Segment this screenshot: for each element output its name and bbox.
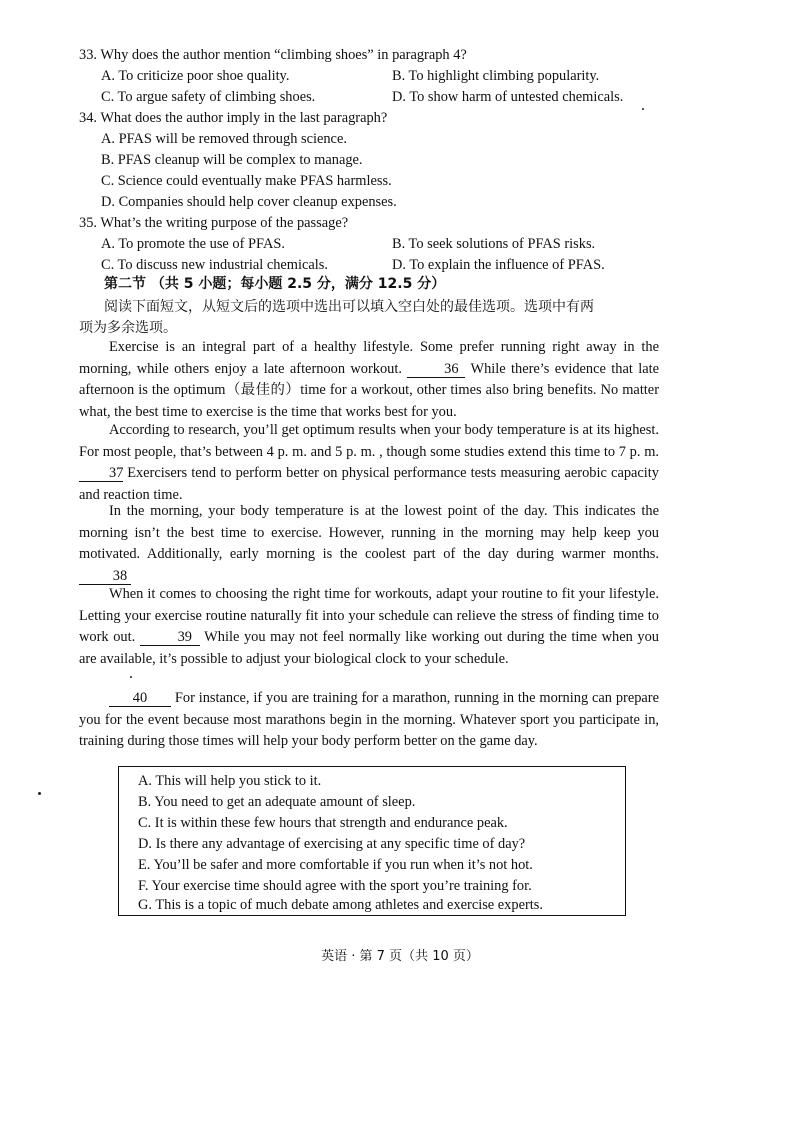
q34-option-b: B. PFAS cleanup will be complex to manage. (101, 152, 363, 168)
page-footer: 英语 · 第 7 页（共 10 页） (321, 949, 479, 964)
passage-text: Exercise is an integral part of a healthy lifestyle. Some prefer running right away in the morning, while others enjoy a late afternoon workout. (79, 339, 659, 377)
blank-40: 40 (109, 690, 171, 707)
passage-paragraph-3 (79, 501, 659, 587)
q35-option-c: C. To discuss new industrial chemicals. (101, 257, 328, 273)
section-instruction-line1: 阅读下面短文，从短文后的选项中选出可以填入空白处的最佳选项。选项中有两 (104, 299, 594, 315)
option-g: G. This is a topic of much debate among athletes and exercise experts. (138, 897, 543, 913)
q33-option-d: D. To show harm of untested chemicals. (392, 89, 624, 105)
option-c: C. It is within these few hours that strength and endurance peak. (138, 815, 508, 831)
q34-option-d: D. Companies should help cover cleanup expenses. (101, 194, 397, 210)
q33-option-b: B. To highlight climbing popularity. (392, 68, 600, 84)
passage-text: Exercisers tend to perform better on physical performance tests measuring aerobic capacity and reaction time. (79, 465, 659, 503)
passage-paragraph-4 (79, 584, 659, 670)
q35-option-d: D. To explain the influence of PFAS. (392, 257, 605, 273)
option-f: F. Your exercise time should agree with the sport you’re training for. (138, 878, 532, 894)
q33-stem: 33. Why does the author mention “climbing shoes” in paragraph 4? (79, 47, 467, 63)
passage-text: While there’s evidence that late afternoon is the optimum（最佳的）time for a workout, other times also bring benefits. No matter what, the best time to exercise is the time that works best for you. (79, 360, 659, 420)
q34-stem: 34. What does the author imply in the last paragraph? (79, 110, 388, 126)
passage-text: In the morning, your body temperature is at the lowest point of the day. This indicates the morning isn’t the best time to exercise. However, running in the morning may help keep you motivated. Additionally, early morning is the coolest part of the day during warmer months. (79, 503, 659, 562)
passage-text: For instance, if you are training for a marathon, running in the morning can prepare you for the event because most marathons begin in the morning. Whatever sport you participate in, training during those times will help your body perform better on the game day. (79, 690, 659, 749)
section-instruction-line2: 项为多余选项。 (79, 320, 177, 336)
scan-speck (38, 792, 41, 795)
q33-option-c: C. To argue safety of climbing shoes. (101, 89, 316, 105)
passage-paragraph-2 (79, 420, 659, 506)
passage-paragraph-5 (79, 688, 659, 753)
q35-stem: 35. What’s the writing purpose of the passage? (79, 215, 349, 231)
option-d: D. Is there any advantage of exercising at any specific time of day? (138, 836, 526, 852)
scan-speck (130, 676, 132, 678)
blank-38: 38 (79, 568, 131, 585)
blank-39: 39 (140, 629, 200, 646)
blank-36: 36 (407, 361, 465, 378)
option-a: A. This will help you stick to it. (138, 773, 322, 789)
q35-option-a: A. To promote the use of PFAS. (101, 236, 285, 252)
blank-37: 37 (79, 465, 123, 482)
option-b: B. You need to get an adequate amount of sleep. (138, 794, 416, 810)
q35-option-b: B. To seek solutions of PFAS risks. (392, 236, 596, 252)
passage-paragraph-1 (79, 337, 659, 423)
options-box (118, 766, 626, 916)
q34-option-c: C. Science could eventually make PFAS harmless. (101, 173, 392, 189)
passage-text: According to research, you’ll get optimum results when your body temperature is at its highest. For most people, that’s between 4 p. m. and 5 p. m. , though some studies extend this time to 7 p. m. (79, 422, 659, 460)
q33-option-a: A. To criticize poor shoe quality. (101, 68, 290, 84)
section-heading: 第二节 （共 5 小题；每小题 2.5 分，满分 12.5 分） (104, 276, 446, 292)
option-e: E. You’ll be safer and more comfortable if you run when it’s not hot. (138, 857, 533, 873)
passage-text: When it comes to choosing the right time for workouts, adapt your routine to fit your lifestyle. Letting your exercise routine naturally fit into your schedule can relieve the stress of finding time to work out. (79, 586, 659, 645)
scan-speck (642, 108, 644, 110)
q34-option-a: A. PFAS will be removed through science. (101, 131, 347, 147)
passage-text: While you may not feel normally like working out during the time when you are available, it’s possible to adjust your biological clock to your schedule. (79, 629, 659, 667)
